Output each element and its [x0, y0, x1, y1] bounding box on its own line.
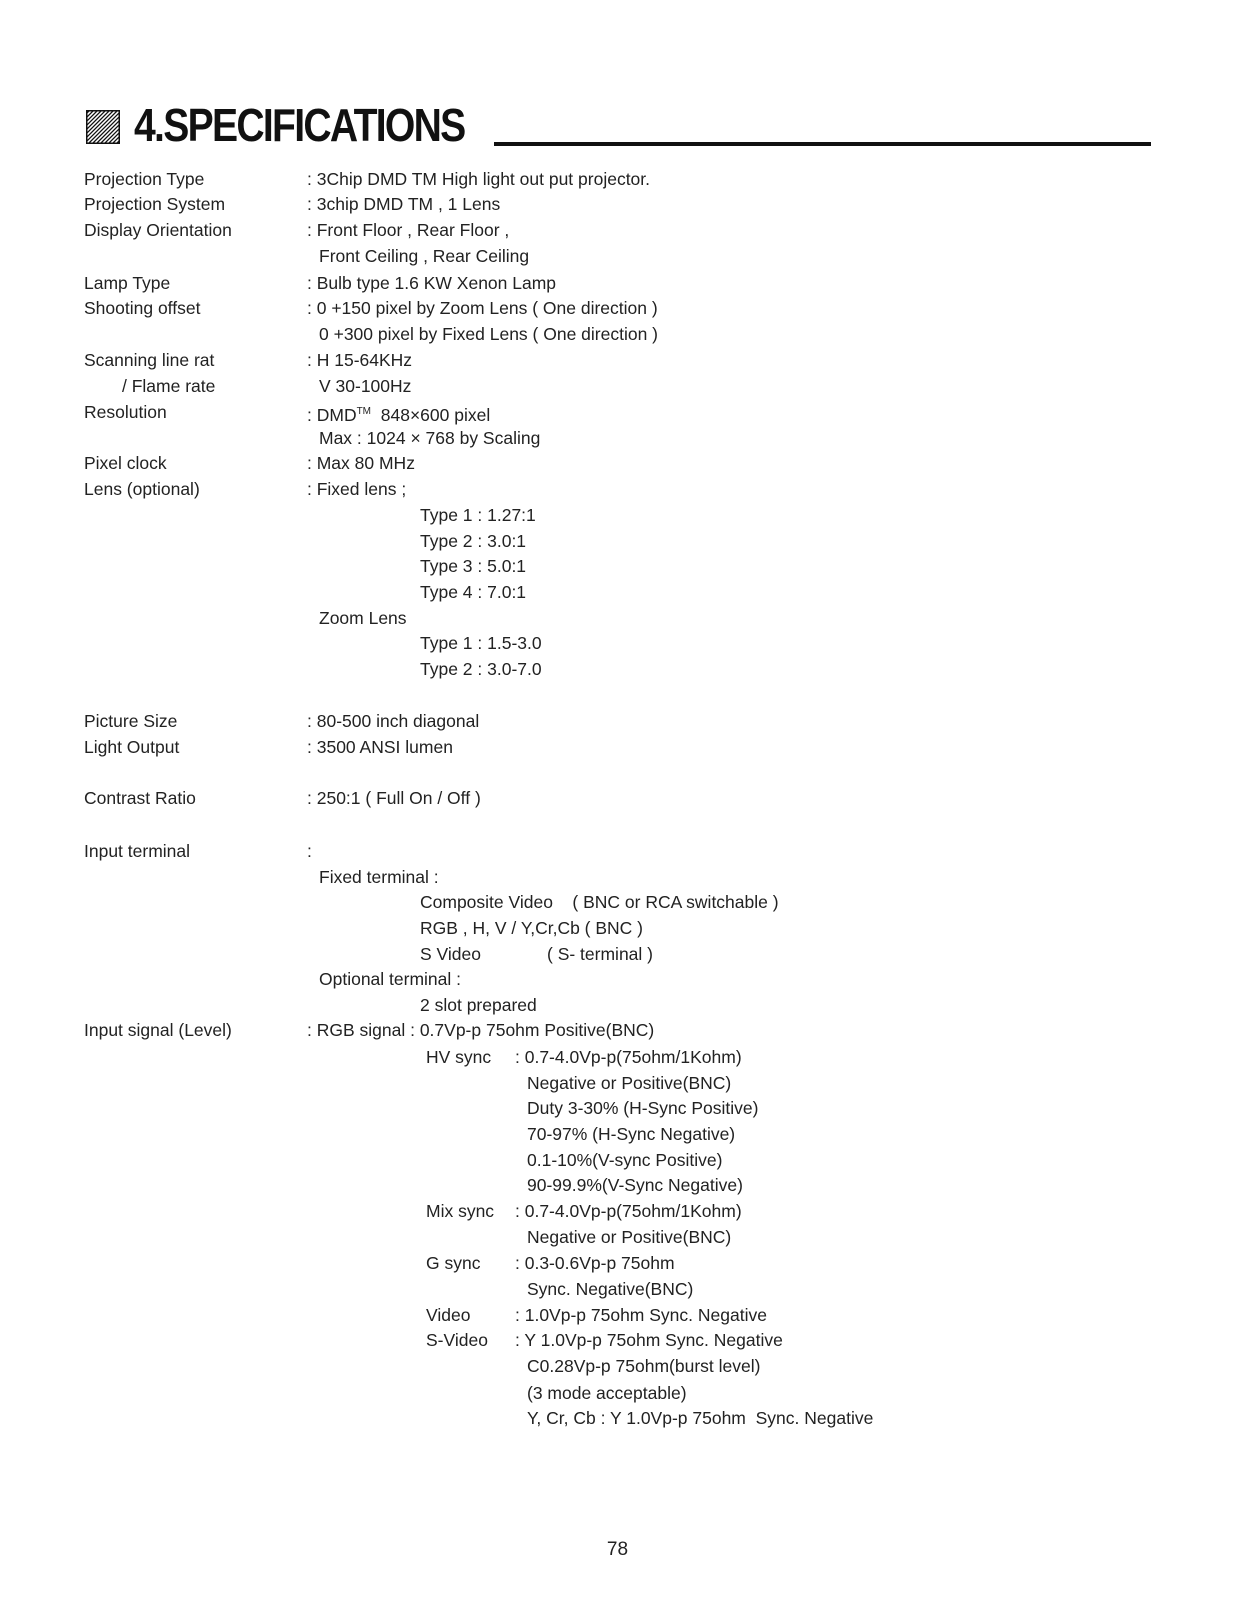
signal-label: Mix sync	[426, 1201, 495, 1221]
signal-value: : Y 1.0Vp-p 75ohm Sync. Negative	[515, 1330, 783, 1350]
spec-value: : 250:1 ( Full On / Off )	[307, 788, 481, 808]
terminal-item: ( S- terminal )	[547, 944, 653, 964]
spec-value: : 80-500 inch diagonal	[307, 711, 480, 731]
signal-value: C0.28Vp-p 75ohm(burst level)	[527, 1356, 761, 1376]
page-number: 78	[606, 1539, 629, 1560]
spec-label: Pixel clock	[84, 453, 167, 473]
heading-rule	[494, 142, 1151, 146]
spec-value: : RGB signal : 0.7Vp-p 75ohm Positive(BNC)	[307, 1020, 655, 1040]
terminal-item: S Video	[420, 944, 481, 964]
spec-label: Input signal (Level)	[84, 1020, 232, 1040]
signal-value: (3 mode acceptable)	[527, 1383, 687, 1403]
spec-value: V 30-100Hz	[319, 376, 412, 396]
spec-value: : H 15-64KHz	[307, 350, 413, 370]
terminal-item: RGB , H, V / Y,Cr,Cb ( BNC )	[420, 918, 644, 938]
lens-type: Type 1 : 1.5-3.0	[420, 633, 542, 653]
spec-value: 0 +300 pixel by Fixed Lens ( One direction )	[319, 324, 659, 344]
spec-value: Fixed terminal :	[319, 867, 439, 887]
page-title: 4.SPECIFICATIONS	[134, 99, 465, 151]
spec-value: : Max 80 MHz	[307, 453, 415, 473]
spec-value: Zoom Lens	[319, 608, 407, 628]
spec-label: Lens (optional)	[84, 479, 200, 499]
signal-label: Video	[426, 1305, 471, 1325]
spec-value: : Front Floor , Rear Floor ,	[307, 220, 510, 240]
signal-value: 70-97% (H-Sync Negative)	[527, 1124, 736, 1144]
spec-value: : 0 +150 pixel by Zoom Lens ( One direction )	[307, 298, 658, 318]
spec-value: : 3chip DMD TM , 1 Lens	[307, 194, 501, 214]
spec-label: Resolution	[84, 402, 167, 422]
spec-value: : Fixed lens ;	[307, 479, 407, 499]
lens-type: Type 2 : 3.0-7.0	[420, 659, 542, 679]
signal-value: 90-99.9%(V-Sync Negative)	[527, 1175, 743, 1195]
signal-label: G sync	[426, 1253, 481, 1273]
spec-label: Light Output	[84, 737, 180, 757]
lens-type: Type 4 : 7.0:1	[420, 582, 527, 602]
signal-value: : 0.7-4.0Vp-p(75ohm/1Kohm)	[515, 1201, 742, 1221]
spec-value: : DMD™ 848×600 pixel	[307, 405, 491, 425]
spec-label: Display Orientation	[84, 220, 232, 240]
signal-value: 0.1-10%(V-sync Positive)	[527, 1150, 723, 1170]
signal-value: : 1.0Vp-p 75ohm Sync. Negative	[515, 1305, 767, 1325]
spec-label: Projection Type	[84, 169, 205, 189]
signal-value: Negative or Positive(BNC)	[527, 1227, 732, 1247]
spec-value: Front Ceiling , Rear Ceiling	[319, 246, 530, 266]
spec-label: Lamp Type	[84, 273, 171, 293]
signal-value: Negative or Positive(BNC)	[527, 1073, 732, 1093]
lens-type: Type 2 : 3.0:1	[420, 531, 527, 551]
spec-label: Projection System	[84, 194, 226, 214]
section-heading	[86, 100, 1151, 150]
signal-value: Y, Cr, Cb : Y 1.0Vp-p 75ohm Sync. Negative	[527, 1408, 874, 1428]
spec-label: / Flame rate	[122, 376, 216, 396]
spec-value: : 3500 ANSI lumen	[307, 737, 453, 757]
lens-type: Type 3 : 5.0:1	[420, 556, 527, 576]
signal-label: HV sync	[426, 1047, 492, 1067]
signal-value: : 0.7-4.0Vp-p(75ohm/1Kohm)	[515, 1047, 742, 1067]
spec-label: Contrast Ratio	[84, 788, 196, 808]
signal-value: Sync. Negative(BNC)	[527, 1279, 694, 1299]
hatched-square-icon	[86, 110, 120, 144]
spec-value: :	[307, 841, 312, 861]
terminal-item: 2 slot prepared	[420, 995, 537, 1015]
spec-value: : 3Chip DMD TM High light out put projector.	[307, 169, 651, 189]
spec-value: : Bulb type 1.6 KW Xenon Lamp	[307, 273, 557, 293]
spec-label: Input terminal	[84, 841, 191, 861]
terminal-item: Composite Video ( BNC or RCA switchable )	[420, 892, 779, 912]
spec-label: Shooting offset	[84, 298, 201, 318]
spec-label: Scanning line rat	[84, 350, 215, 370]
spec-value: Optional terminal :	[319, 969, 462, 989]
signal-label: S-Video	[426, 1330, 488, 1350]
signal-value: Duty 3-30% (H-Sync Positive)	[527, 1098, 759, 1118]
signal-value: : 0.3-0.6Vp-p 75ohm	[515, 1253, 675, 1273]
spec-value: Max : 1024 × 768 by Scaling	[319, 428, 541, 448]
spec-label: Picture Size	[84, 711, 178, 731]
lens-type: Type 1 : 1.27:1	[420, 505, 536, 525]
